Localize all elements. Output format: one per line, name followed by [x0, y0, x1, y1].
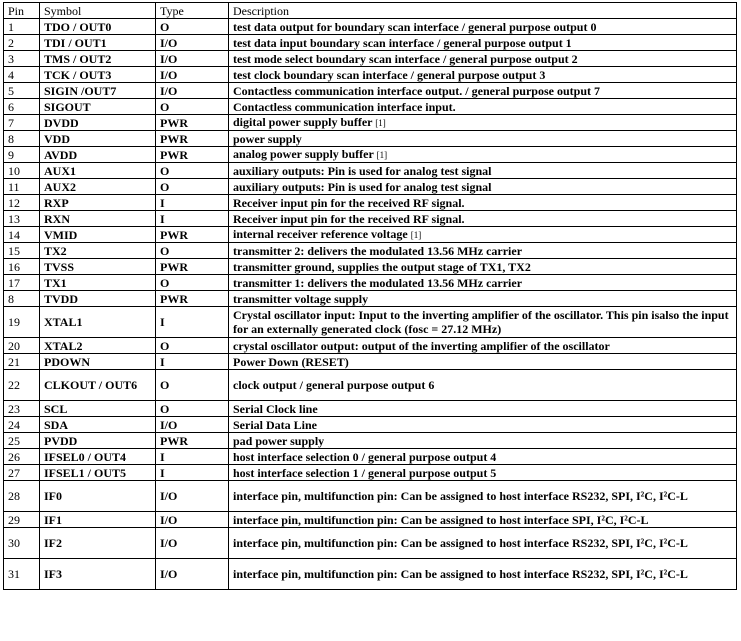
- type-cell: [156, 115, 229, 131]
- pin-cell: [4, 115, 40, 131]
- pin-cell: [4, 417, 40, 433]
- type-cell-text: O: [160, 99, 170, 114]
- symbol-cell: [40, 131, 156, 147]
- table-header-row: [4, 3, 737, 19]
- type-cell-text: PWR: [160, 131, 188, 146]
- description-cell: [229, 433, 737, 449]
- description-cell: [229, 179, 737, 195]
- pin-cell-text: 11: [8, 179, 20, 194]
- table-row: [4, 307, 737, 338]
- table-row: [4, 449, 737, 465]
- type-cell-text: I: [160, 354, 165, 369]
- description-cell-text: test data input boundary scan interface / general purpose output 1: [233, 35, 572, 50]
- table-row: [4, 512, 737, 528]
- description-cell: [229, 83, 737, 99]
- symbol-cell-text: AVDD: [44, 147, 78, 162]
- symbol-cell-text: SDA: [44, 417, 69, 432]
- table-row: [4, 195, 737, 211]
- pin-cell-text: 5: [8, 83, 14, 98]
- description-cell-text: interface pin, multifunction pin: Can be assigned to host interface RS232, SPI, I²C, I²C-L: [233, 489, 688, 503]
- description-cell-text: interface pin, multifunction pin: Can be assigned to host interface RS232, SPI, I²C, I²C-L: [233, 567, 688, 581]
- description-cell-text: internal receiver reference voltage: [233, 227, 408, 241]
- description-cell-text: transmitter voltage supply: [233, 291, 369, 306]
- pin-cell: [4, 401, 40, 417]
- description-cell: [229, 51, 737, 67]
- table-row: [4, 147, 737, 163]
- type-cell: [156, 131, 229, 147]
- pin-cell: [4, 227, 40, 243]
- symbol-cell-text: IF0: [44, 489, 62, 503]
- symbol-cell-text: TVSS: [44, 259, 75, 274]
- pin-cell: [4, 99, 40, 115]
- symbol-cell-text: SIGOUT: [44, 99, 91, 114]
- symbol-cell-text: TVDD: [44, 291, 79, 306]
- type-cell-text: PWR: [160, 227, 188, 242]
- type-cell: [156, 19, 229, 35]
- pin-cell: [4, 259, 40, 275]
- description-cell: [229, 99, 737, 115]
- table-row: [4, 99, 737, 115]
- symbol-cell-text: IF2: [44, 536, 62, 550]
- symbol-cell-text: RXP: [44, 195, 69, 210]
- footnote-marker: [1]: [376, 150, 388, 160]
- symbol-cell: [40, 83, 156, 99]
- type-cell: [156, 67, 229, 83]
- type-cell-text: PWR: [160, 433, 188, 448]
- pin-cell: [4, 338, 40, 354]
- type-cell-text: O: [160, 338, 170, 353]
- description-cell-text: transmitter ground, supplies the output stage of TX1, TX2: [233, 259, 531, 274]
- type-cell-text: I/O: [160, 567, 178, 581]
- pin-cell: [4, 307, 40, 338]
- type-cell: [156, 417, 229, 433]
- type-cell: [156, 179, 229, 195]
- pin-cell-text: 10: [8, 163, 20, 178]
- description-cell: [229, 354, 737, 370]
- pin-cell: [4, 433, 40, 449]
- pin-cell: [4, 131, 40, 147]
- description-cell: [229, 338, 737, 354]
- pin-cell-text: 28: [8, 489, 20, 503]
- description-cell: [229, 291, 737, 307]
- pin-cell-text: 8: [8, 131, 14, 146]
- description-cell-text: pad power supply: [233, 433, 325, 448]
- symbol-cell: [40, 275, 156, 291]
- symbol-cell: [40, 99, 156, 115]
- type-cell-text: I/O: [160, 51, 178, 66]
- pin-cell: [4, 147, 40, 163]
- type-cell-text: I/O: [160, 489, 178, 503]
- table-row: [4, 465, 737, 481]
- pin-cell: [4, 354, 40, 370]
- symbol-cell: [40, 481, 156, 512]
- symbol-cell: [40, 354, 156, 370]
- description-cell-text: Contactless communication interface output. / general purpose output 7: [233, 83, 600, 98]
- table-row: [4, 19, 737, 35]
- header-symbol: Symbol: [40, 3, 156, 19]
- pin-cell-text: 9: [8, 147, 14, 162]
- type-cell-text: I: [160, 195, 165, 210]
- description-cell: [229, 259, 737, 275]
- pin-cell-text: 21: [8, 354, 20, 369]
- type-cell: [156, 51, 229, 67]
- pin-cell-text: 4: [8, 67, 14, 82]
- type-cell-text: I/O: [160, 35, 178, 50]
- symbol-cell-text: TCK / OUT3: [44, 67, 112, 82]
- symbol-cell-text: TX1: [44, 275, 67, 290]
- description-cell: [229, 370, 737, 401]
- pin-cell-text: 8: [8, 291, 14, 306]
- footnote-marker: [1]: [410, 230, 422, 240]
- description-cell-text: Contactless communication interface input.: [233, 99, 456, 114]
- symbol-cell: [40, 338, 156, 354]
- pin-cell: [4, 19, 40, 35]
- description-cell: [229, 19, 737, 35]
- description-cell-text: transmitter 1: delivers the modulated 13.56 MHz carrier: [233, 275, 523, 290]
- table-row: [4, 163, 737, 179]
- symbol-cell-text: TDO / OUT0: [44, 19, 112, 34]
- table-row: [4, 227, 737, 243]
- pin-cell: [4, 195, 40, 211]
- pin-cell: [4, 449, 40, 465]
- symbol-cell: [40, 243, 156, 259]
- type-cell: [156, 354, 229, 370]
- description-cell: [229, 401, 737, 417]
- description-cell-text: test mode select boundary scan interface / general purpose output 2: [233, 51, 578, 66]
- pin-cell-text: 30: [8, 536, 20, 550]
- description-cell: [229, 528, 737, 559]
- description-cell: [229, 115, 737, 131]
- symbol-cell-text: PDOWN: [44, 354, 90, 369]
- table-row: [4, 291, 737, 307]
- table-row: [4, 338, 737, 354]
- pin-cell-text: 19: [8, 315, 20, 329]
- pin-cell: [4, 275, 40, 291]
- description-cell: [229, 465, 737, 481]
- type-cell-text: I/O: [160, 512, 178, 527]
- header-type: Type: [156, 3, 229, 19]
- footnote-marker: [1]: [375, 118, 386, 128]
- table-row: [4, 481, 737, 512]
- symbol-cell: [40, 211, 156, 227]
- table-row: [4, 83, 737, 99]
- type-cell-text: I: [160, 211, 165, 226]
- table-row: [4, 35, 737, 51]
- symbol-cell: [40, 528, 156, 559]
- type-cell: [156, 449, 229, 465]
- symbol-cell-text: XTAL1: [44, 315, 83, 329]
- symbol-cell-text: VMID: [44, 227, 78, 242]
- type-cell: [156, 338, 229, 354]
- type-cell: [156, 99, 229, 115]
- description-cell-text: Crystal oscillator input: Input to the inverting amplifier of the oscillator. This pin isalso the input for an externally generated clock (fosc = 27.12 MHz): [233, 308, 729, 336]
- type-cell: [156, 512, 229, 528]
- description-cell-text: crystal oscillator output: output of the inverting amplifier of the oscillator: [233, 338, 610, 353]
- symbol-cell-text: IF1: [44, 512, 62, 527]
- description-cell-text: auxiliary outputs: Pin is used for analog test signal: [233, 179, 492, 194]
- table-row: [4, 275, 737, 291]
- pin-cell-text: 3: [8, 51, 14, 66]
- symbol-cell: [40, 67, 156, 83]
- symbol-cell-text: VDD: [44, 131, 70, 146]
- table-row: [4, 131, 737, 147]
- pin-cell: [4, 51, 40, 67]
- type-cell-text: O: [160, 275, 170, 290]
- description-cell-text: Power Down (RESET): [233, 354, 349, 369]
- pin-cell: [4, 465, 40, 481]
- type-cell: [156, 227, 229, 243]
- symbol-cell: [40, 179, 156, 195]
- type-cell: [156, 275, 229, 291]
- type-cell: [156, 465, 229, 481]
- type-cell: [156, 211, 229, 227]
- type-cell-text: O: [160, 163, 170, 178]
- symbol-cell: [40, 433, 156, 449]
- pin-cell: [4, 35, 40, 51]
- type-cell-text: I: [160, 465, 165, 480]
- type-cell: [156, 35, 229, 51]
- symbol-cell: [40, 19, 156, 35]
- symbol-cell: [40, 147, 156, 163]
- pin-cell-text: 14: [8, 227, 20, 242]
- pin-cell-text: 16: [8, 259, 20, 274]
- table-row: [4, 401, 737, 417]
- type-cell-text: O: [160, 179, 170, 194]
- type-cell-text: I/O: [160, 67, 178, 82]
- table-row: [4, 115, 737, 131]
- symbol-cell: [40, 259, 156, 275]
- symbol-cell: [40, 370, 156, 401]
- pin-cell-text: 24: [8, 417, 20, 432]
- description-cell: [229, 131, 737, 147]
- symbol-cell-text: XTAL2: [44, 338, 83, 353]
- symbol-cell-text: AUX2: [44, 179, 76, 194]
- pin-cell-text: 12: [8, 195, 20, 210]
- symbol-cell-text: CLKOUT / OUT6: [44, 378, 138, 392]
- table-row: [4, 211, 737, 227]
- type-cell: [156, 259, 229, 275]
- symbol-cell-text: SCL: [44, 401, 68, 416]
- type-cell: [156, 163, 229, 179]
- pin-cell-text: 15: [8, 243, 20, 258]
- description-cell: [229, 195, 737, 211]
- symbol-cell-text: TX2: [44, 243, 67, 258]
- type-cell-text: O: [160, 19, 170, 34]
- pin-cell-text: 26: [8, 449, 20, 464]
- header-pin: Pin: [4, 3, 40, 19]
- table-row: [4, 417, 737, 433]
- pin-cell: [4, 481, 40, 512]
- pin-cell: [4, 370, 40, 401]
- pin-cell-text: 22: [8, 378, 20, 392]
- symbol-cell: [40, 195, 156, 211]
- pin-cell: [4, 528, 40, 559]
- pin-cell: [4, 163, 40, 179]
- description-cell-text: power supply: [233, 131, 302, 146]
- description-cell: [229, 307, 737, 338]
- description-cell: [229, 147, 737, 163]
- pin-cell-text: 31: [8, 567, 20, 581]
- type-cell: [156, 291, 229, 307]
- type-cell-text: PWR: [160, 291, 188, 306]
- type-cell-text: O: [160, 378, 170, 392]
- type-cell-text: PWR: [160, 147, 188, 162]
- symbol-cell: [40, 417, 156, 433]
- type-cell: [156, 307, 229, 338]
- description-cell: [229, 559, 737, 590]
- symbol-cell: [40, 449, 156, 465]
- pin-description-table: [3, 2, 737, 590]
- description-cell-text: test data output for boundary scan interface / general purpose output 0: [233, 19, 597, 34]
- description-cell: [229, 227, 737, 243]
- type-cell-text: I/O: [160, 83, 178, 98]
- type-cell-text: I/O: [160, 536, 178, 550]
- description-cell-text: host interface selection 0 / general purpose output 4: [233, 449, 497, 464]
- description-cell-text: Receiver input pin for the received RF signal.: [233, 195, 465, 210]
- description-cell: [229, 35, 737, 51]
- description-cell-text: auxiliary outputs: Pin is used for analog test signal: [233, 163, 492, 178]
- description-cell-text: Serial Data Line: [233, 417, 317, 432]
- table-row: [4, 559, 737, 590]
- description-cell-text: clock output / general purpose output 6: [233, 378, 435, 392]
- pin-cell: [4, 211, 40, 227]
- description-cell-text: digital power supply buffer: [233, 115, 373, 129]
- symbol-cell: [40, 307, 156, 338]
- table-row: [4, 179, 737, 195]
- pin-cell: [4, 512, 40, 528]
- description-cell: [229, 512, 737, 528]
- symbol-cell-text: IFSEL0 / OUT4: [44, 449, 127, 464]
- symbol-cell: [40, 512, 156, 528]
- type-cell: [156, 370, 229, 401]
- symbol-cell: [40, 115, 156, 131]
- symbol-cell: [40, 465, 156, 481]
- description-cell-text: test clock boundary scan interface / general purpose output 3: [233, 67, 546, 82]
- symbol-cell: [40, 35, 156, 51]
- pin-cell: [4, 559, 40, 590]
- symbol-cell-text: PVDD: [44, 433, 78, 448]
- type-cell-text: O: [160, 243, 170, 258]
- table-row: [4, 354, 737, 370]
- description-cell: [229, 163, 737, 179]
- pin-cell: [4, 67, 40, 83]
- table-row: [4, 528, 737, 559]
- pin-cell-text: 17: [8, 275, 20, 290]
- description-cell-text: Receiver input pin for the received RF signal.: [233, 211, 465, 226]
- type-cell-text: O: [160, 401, 170, 416]
- pin-cell: [4, 243, 40, 259]
- type-cell: [156, 481, 229, 512]
- type-cell: [156, 401, 229, 417]
- pin-cell-text: 23: [8, 401, 20, 416]
- symbol-cell-text: SIGIN /OUT7: [44, 83, 117, 98]
- pin-cell-text: 1: [8, 19, 14, 34]
- type-cell-text: I: [160, 315, 165, 329]
- pin-cell: [4, 179, 40, 195]
- table-row: [4, 243, 737, 259]
- symbol-cell: [40, 163, 156, 179]
- symbol-cell-text: TMS / OUT2: [44, 51, 112, 66]
- symbol-cell: [40, 401, 156, 417]
- type-cell-text: PWR: [160, 115, 188, 130]
- pin-cell-text: 25: [8, 433, 20, 448]
- type-cell: [156, 195, 229, 211]
- pin-cell-text: 20: [8, 338, 20, 353]
- pin-cell-text: 6: [8, 99, 14, 114]
- pin-cell-text: 13: [8, 211, 20, 226]
- pin-cell-text: 7: [8, 115, 14, 130]
- description-cell-text: interface pin, multifunction pin: Can be assigned to host interface RS232, SPI, I²C, I²C-L: [233, 536, 688, 550]
- type-cell: [156, 433, 229, 449]
- description-cell-text: analog power supply buffer: [233, 147, 374, 161]
- symbol-cell-text: RXN: [44, 211, 70, 226]
- symbol-cell: [40, 291, 156, 307]
- description-cell: [229, 211, 737, 227]
- symbol-cell: [40, 559, 156, 590]
- table-row: [4, 433, 737, 449]
- table-row: [4, 67, 737, 83]
- description-cell: [229, 449, 737, 465]
- description-cell: [229, 275, 737, 291]
- type-cell-text: PWR: [160, 259, 188, 274]
- description-cell: [229, 243, 737, 259]
- header-description: Description: [229, 3, 737, 19]
- type-cell: [156, 528, 229, 559]
- pin-cell-text: 2: [8, 35, 14, 50]
- type-cell-text: I: [160, 449, 165, 464]
- symbol-cell: [40, 51, 156, 67]
- description-cell: [229, 481, 737, 512]
- symbol-cell-text: TDI / OUT1: [44, 35, 107, 50]
- table-row: [4, 259, 737, 275]
- table-row: [4, 51, 737, 67]
- type-cell: [156, 559, 229, 590]
- type-cell: [156, 147, 229, 163]
- description-cell-text: Serial Clock line: [233, 401, 318, 416]
- symbol-cell-text: IF3: [44, 567, 62, 581]
- table-row: [4, 370, 737, 401]
- symbol-cell-text: DVDD: [44, 115, 79, 130]
- symbol-cell-text: AUX1: [44, 163, 76, 178]
- description-cell: [229, 67, 737, 83]
- pin-cell: [4, 291, 40, 307]
- description-cell: [229, 417, 737, 433]
- pin-cell-text: 29: [8, 512, 20, 527]
- symbol-cell-text: IFSEL1 / OUT5: [44, 465, 127, 480]
- description-cell-text: interface pin, multifunction pin: Can be assigned to host interface SPI, I²C, I²C-L: [233, 512, 649, 527]
- pin-cell: [4, 83, 40, 99]
- type-cell: [156, 243, 229, 259]
- pin-cell-text: 27: [8, 465, 20, 480]
- symbol-cell: [40, 227, 156, 243]
- type-cell: [156, 83, 229, 99]
- type-cell-text: I/O: [160, 417, 178, 432]
- description-cell-text: transmitter 2: delivers the modulated 13.56 MHz carrier: [233, 243, 523, 258]
- description-cell-text: host interface selection 1 / general purpose output 5: [233, 465, 497, 480]
